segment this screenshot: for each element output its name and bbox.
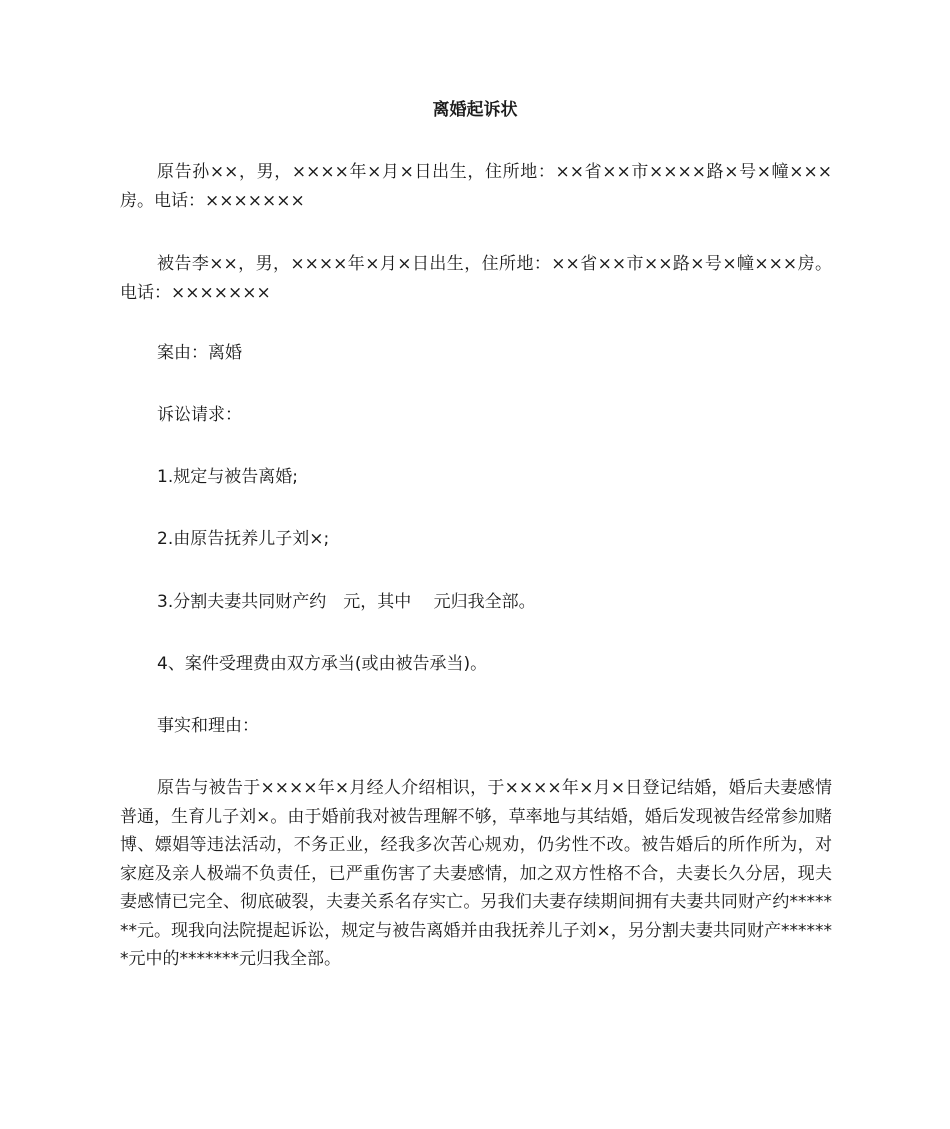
claims-heading: 诉讼请求： xyxy=(157,405,242,425)
plaintiff-info: 原告孙××，男，××××年×月×日出生，住所地：××省××市××××路×号×幢×××房。电话：××××××× xyxy=(120,162,832,211)
facts-body: 原告与被告于××××年×月经人介绍相识，于××××年×月×日登记结婚，婚后夫妻感情普通，生育儿子刘×。由于婚前我对被告理解不够，草率地与其结婚，婚后发现被告经常参加赌博、嫖娼等违法活动，不务正业，经我多次苦心规劝，仍劣性不改。被告婚后的所作所为，对家庭及亲人极端不负责任，已严重伤害了夫妻感情，加之双方性格不合，夫妻长久分居，现夫妻感情已完全、彻底破裂，夫妻关系名存实亡。另我们夫妻存续期间拥有夫妻共同财产约*******元。现我向法院提起诉讼，规定与被告离婚并由我抚养儿子刘×，另分割夫妻共同财产*******元中的*******元归我全部。 xyxy=(120,778,832,969)
facts-heading: 事实和理由： xyxy=(157,716,259,736)
defendant-info: 被告李××，男，××××年×月×日出生，住所地：××省××市××路×号×幢×××房。电话：××××××× xyxy=(120,254,832,303)
claim-item: 3.分割夫妻共同财产约 元，其中 元归我全部。 xyxy=(157,592,536,612)
claim-item: 2.由原告抚养儿子刘×; xyxy=(157,529,330,549)
document-title: 离婚起诉状 xyxy=(432,100,518,120)
case-cause: 案由：离婚 xyxy=(157,343,242,363)
claim-item: 4、案件受理费由双方承当(或由被告承当)。 xyxy=(157,654,488,674)
claim-item: 1.规定与被告离婚; xyxy=(157,467,298,487)
